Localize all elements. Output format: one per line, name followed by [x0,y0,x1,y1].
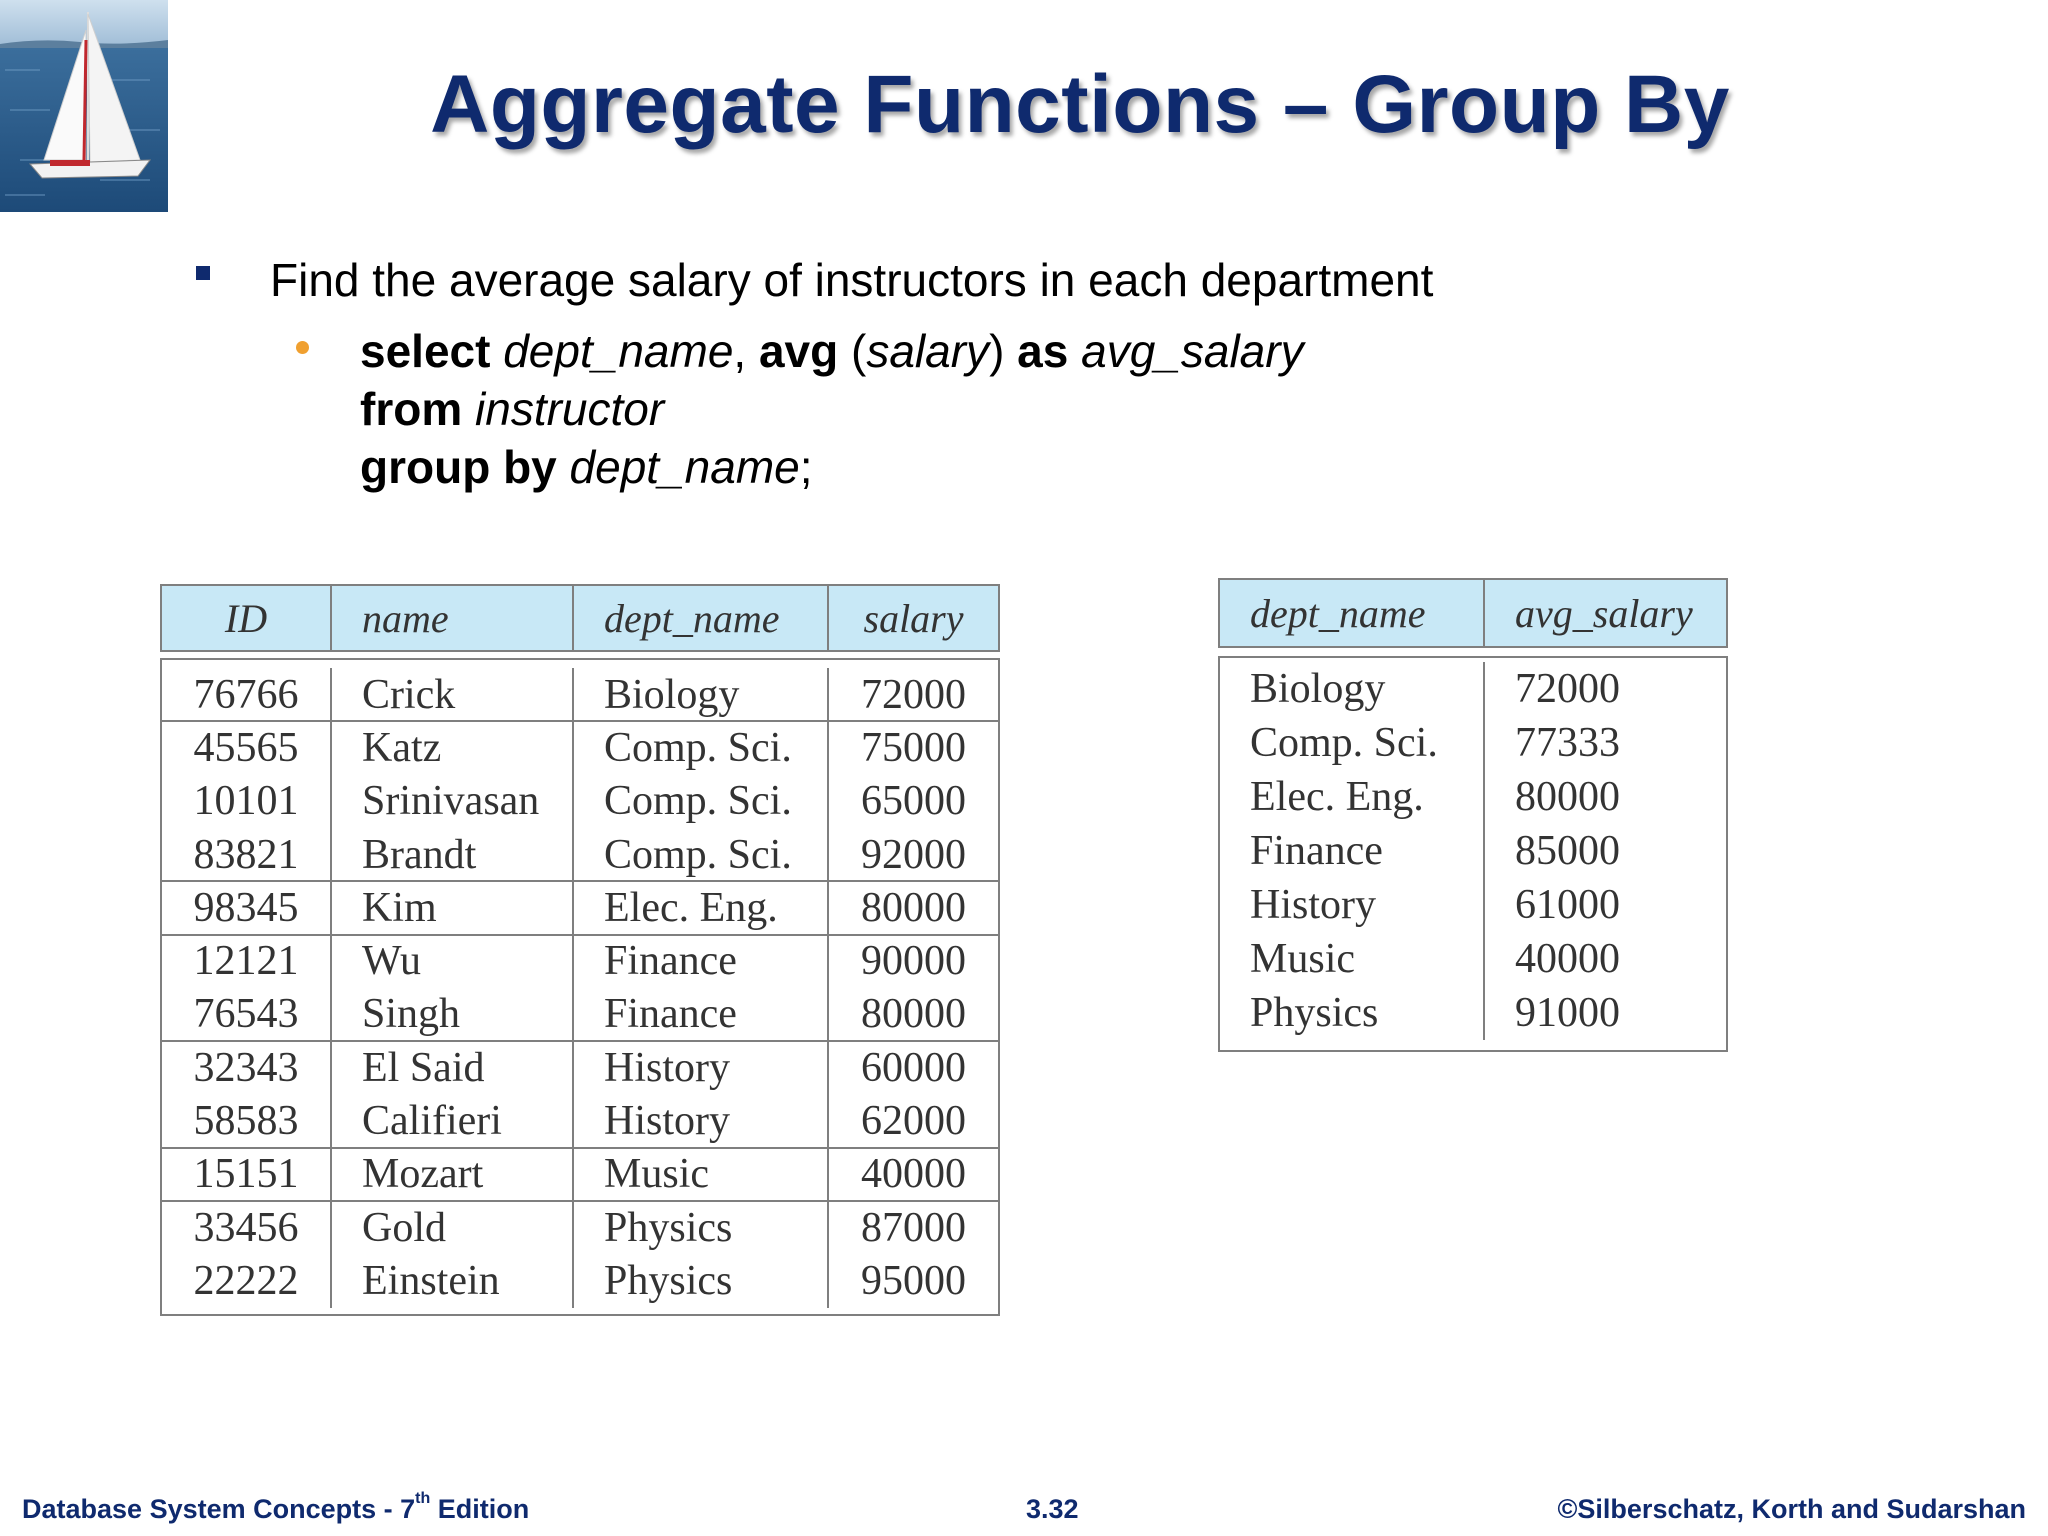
table-row [162,828,998,881]
table-row [162,1094,998,1147]
sql-identifier: salary [866,325,990,377]
table-row [1220,932,1726,986]
table-cell: 80000 [1515,774,1620,820]
table-row [162,721,998,774]
table-cell: 92000 [861,831,966,878]
header-cell: name [332,586,574,650]
table-cell: Comp. Sci. [574,721,829,774]
table-cell: History [574,1094,829,1147]
sql-keyword: group by [360,441,557,493]
table-cell: Finance [574,988,829,1041]
table-cell: 83821 [162,828,332,881]
footer-book-title [22,1490,530,1525]
table-cell: 33456 [162,1201,332,1254]
table-cell: History [1220,878,1485,932]
table-cell: Biology [574,668,829,721]
table-cell: Physics [574,1254,829,1307]
table-cell: Mozart [332,1148,574,1201]
table-cell: History [574,1041,829,1094]
table-cell: Physics [1220,986,1485,1040]
result-table-body [1218,656,1728,1052]
table-cell: 95000 [861,1257,966,1304]
group-divider [162,1200,998,1202]
table-cell: Einstein [332,1254,574,1307]
header-cell: dept_name [574,586,829,650]
table-cell: 58583 [162,1094,332,1147]
table-cell: Comp. Sci. [574,828,829,881]
table-cell: Finance [1220,824,1485,878]
group-divider [162,934,998,936]
table-cell: 22222 [162,1254,332,1307]
sql-keyword: as [1017,325,1069,377]
slide-number: 3.32 [1026,1494,1079,1524]
sql-identifier: dept_name [503,325,734,377]
table-cell: Singh [332,988,574,1041]
table-cell: 10101 [162,775,332,828]
table-cell: Music [1220,932,1485,986]
table-cell: Gold [332,1201,574,1254]
table-row [1220,824,1726,878]
table-row [162,1201,998,1254]
group-divider [162,1147,998,1149]
table-cell: 87000 [861,1204,966,1251]
table-cell: 12121 [162,935,332,988]
result-table-header [1218,578,1728,648]
table-row [162,1254,998,1307]
table-cell: El Said [332,1041,574,1094]
table-cell: Crick [332,668,574,721]
table-cell: 72000 [1515,666,1620,712]
table-cell: 91000 [1515,990,1620,1036]
table-row [162,1148,998,1201]
table-row [1220,770,1726,824]
group-divider [162,1040,998,1042]
sql-identifier: dept_name [569,441,800,493]
table-cell: Finance [574,935,829,988]
sql-line-select [360,322,1304,380]
round-bullet-icon [296,341,309,354]
footer-text: Database System Concepts - 7 [22,1494,416,1524]
sql-punct: ; [799,441,813,493]
table-cell: Srinivasan [332,775,574,828]
group-divider [162,720,998,722]
header-cell: salary [863,595,964,641]
instructor-table-header [160,584,1000,652]
table-cell: 85000 [1515,828,1620,874]
bullet-text: Find the average salary of instructors in each department [270,254,1434,306]
table-cell: 32343 [162,1041,332,1094]
slide-title: Aggregate Functions – Group By [430,59,1730,150]
table-cell: 60000 [861,1044,966,1091]
table-cell: Elec. Eng. [574,881,829,934]
table-cell: 62000 [861,1098,966,1145]
table-cell: Physics [574,1201,829,1254]
table-cell: Kim [332,881,574,934]
table-cell: Elec. Eng. [1220,770,1485,824]
sql-keyword: select [360,325,491,377]
table-cell: Comp. Sci. [1220,716,1485,770]
table-cell: 80000 [861,991,966,1038]
table-cell: 77333 [1515,720,1620,766]
table-cell: Katz [332,721,574,774]
group-divider [162,880,998,882]
sql-line-group [360,438,1304,496]
table-row [1220,716,1726,770]
sql-punct: ) [989,325,1005,377]
instructor-table-body [160,658,1000,1316]
footer-sup: th [415,1490,431,1507]
sql-keyword: from [360,383,463,435]
table-cell: Wu [332,935,574,988]
table-cell: 75000 [861,724,966,771]
table-row [162,881,998,934]
table-cell: 61000 [1515,882,1620,928]
footer-text: Edition [430,1494,530,1524]
table-cell: 98345 [162,881,332,934]
table-cell: 72000 [861,671,966,718]
table-cell: Music [574,1148,829,1201]
slide-footer [0,1490,2048,1524]
sql-punct: , [733,325,747,377]
table-cell: Brandt [332,828,574,881]
sql-line-from [360,380,1304,438]
table-cell: Califieri [332,1094,574,1147]
table-cell: 45565 [162,721,332,774]
square-bullet-icon [196,266,210,280]
table-cell: Biology [1220,662,1485,716]
table-row [162,935,998,988]
table-cell: Comp. Sci. [574,775,829,828]
footer-copyright: ©Silberschatz, Korth and Sudarshan [1557,1494,2026,1524]
table-row [162,988,998,1041]
table-row [162,775,998,828]
sql-identifier: instructor [475,383,665,435]
table-cell: 80000 [861,884,966,931]
header-cell: ID [162,586,332,650]
table-cell: 76543 [162,988,332,1041]
header-cell: avg_salary [1515,590,1693,636]
table-cell: 65000 [861,778,966,825]
table-cell: 15151 [162,1148,332,1201]
table-row [1220,878,1726,932]
table-row [162,1041,998,1094]
table-cell: 40000 [861,1151,966,1198]
sql-punct: ( [838,325,867,377]
sql-identifier: avg_salary [1081,325,1304,377]
table-cell: 90000 [861,938,966,985]
table-cell: 76766 [162,668,332,721]
sql-query [360,322,1304,496]
sql-keyword: avg [758,325,839,377]
table-cell: 40000 [1515,936,1620,982]
header-cell: dept_name [1220,580,1485,646]
table-row [1220,662,1726,716]
table-row [1220,986,1726,1040]
table-row [162,668,998,721]
